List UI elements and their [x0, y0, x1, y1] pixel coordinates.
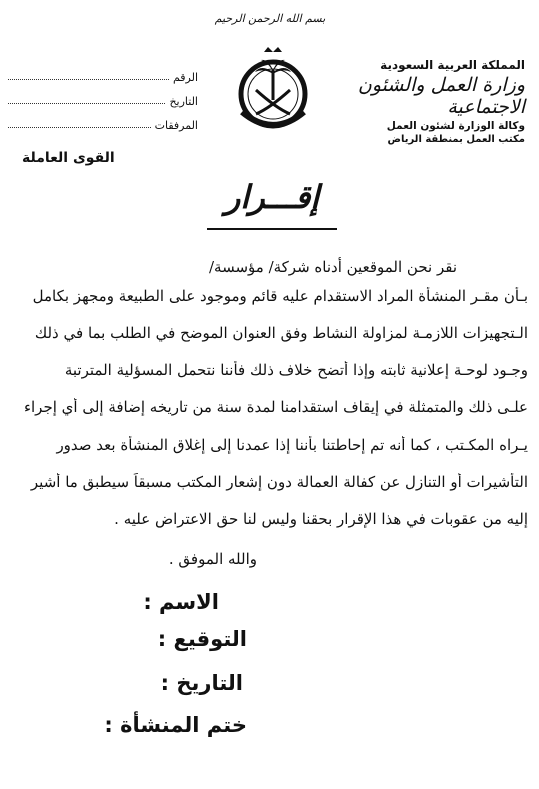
stamp-field-label: ختم المنشأة :	[104, 713, 247, 737]
date-row	[8, 84, 198, 108]
signature-field-label: التوقيع :	[157, 627, 247, 651]
closing-text: والله الموفق .	[168, 550, 257, 568]
attachments-line	[8, 127, 151, 128]
attachments-label: المرفقات	[154, 119, 198, 132]
date-label: التاريخ	[169, 95, 198, 108]
body-line-1: بـأن مقـر المنشأة المراد الاستقدام عليه قائم وموجود على الطبيعة ومجهز بكامل	[32, 287, 528, 305]
bismillah: بسم الله الرحمن الرحيم	[214, 12, 326, 25]
body-line-5: يـراه المكـتب ، كما أنه تم إحاطتنا بأننا إذا عمدنا إلى إغلاق المنشأة بعد صدور	[56, 436, 528, 454]
title-underline	[207, 228, 337, 230]
department-name: القوى العاملة	[22, 150, 115, 166]
body-line-4: علـى ذلك والمتمثلة في إيقاف استقدامنا لمدة سنة من تاريخه إضافة إلى أي إجراء	[23, 398, 528, 416]
date-line	[8, 103, 165, 104]
agency-name: وكالة الوزارة لشئون العمل	[386, 120, 525, 132]
document-title: إقـــرار	[224, 178, 320, 216]
ministry-name: وزارة العمل والشئون الاجتماعية	[357, 74, 525, 118]
number-label: الرقم	[172, 71, 198, 84]
body-line-7: إليه من عقوبات في هذا الإقرار بحقنا وليس لنا حق الاعتراض عليه .	[114, 510, 528, 528]
office-name: مكتب العمل بمنطقة الرياض	[387, 134, 525, 145]
date-field-label: التاريخ :	[160, 671, 243, 695]
letterhead	[325, 58, 525, 145]
ministry-emblem-icon	[228, 42, 318, 142]
body-line-3: وجـود لوحـة إعلانية ثابته وإذا أتضح خلاف ذلك فأننا نتحمل المسؤلية المترتبة	[64, 361, 528, 379]
kingdom-name: المملكة العربية السعودية	[380, 58, 525, 72]
name-field-label: الاسم :	[143, 590, 219, 614]
body-line-6: التأشيرات أو التنازل عن كفالة العمالة دون إشعار المكتب مسبقاً سيطبق ما أشير	[30, 473, 528, 491]
intro-text: نقر نحن الموقعين أدناه شركة/ مؤسسة/	[208, 258, 457, 276]
body-line-2: الـتجهيزات اللازمـة لمزاولة النشاط وفق العنوان الموضح في الطلب بما في ذلك	[34, 324, 528, 342]
reference-fields	[8, 60, 198, 132]
number-line	[8, 79, 169, 80]
attachments-row	[8, 108, 198, 132]
number-row	[8, 60, 198, 84]
